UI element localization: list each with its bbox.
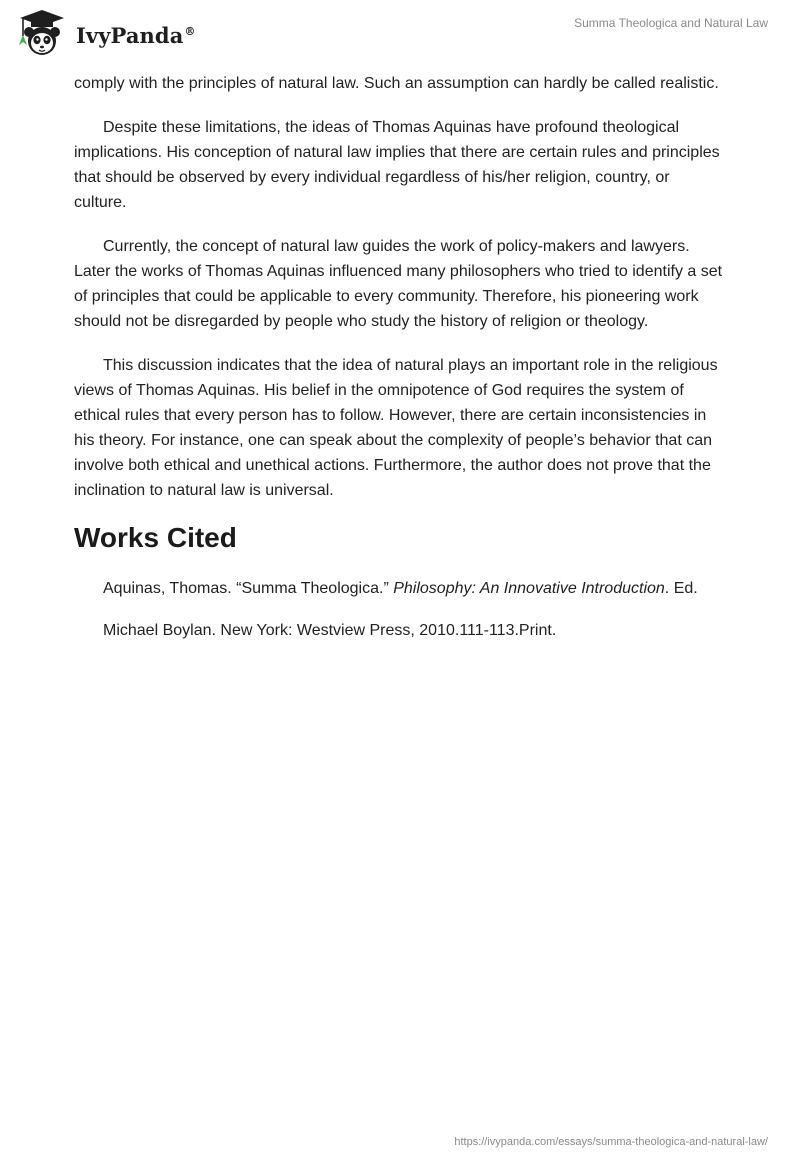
reference-1-book-title: Philosophy: An Innovative Introduction xyxy=(393,580,665,597)
panda-graduate-logo-icon xyxy=(14,8,70,58)
works-cited-heading: Works Cited xyxy=(74,522,237,553)
ivypanda-logo[interactable] xyxy=(14,8,196,58)
reference-1-author: Aquinas, Thomas. “Summa Theologica.” xyxy=(103,580,394,597)
paragraph-1: comply with the principles of natural law. Such an assumption can hardly be called realistic. xyxy=(74,75,719,92)
registered-mark: ® xyxy=(184,24,196,38)
reference-2: Michael Boylan. New York: Westview Press, 2010.111-113.Print. xyxy=(103,622,557,639)
reference-1-tail: . Ed. xyxy=(664,580,698,597)
document-body xyxy=(74,71,726,660)
reference-1 xyxy=(74,576,726,601)
paragraph-3: Currently, the concept of natural law guides the work of policy-makers and lawyers. Later the works of Thomas Aquinas influenced many philosophers who tried to identify a set of principles that could be applicable to every community. Therefore, his pioneering work should not be disregarded by people who study the history of religion or theology. xyxy=(74,238,723,330)
footer-url-link[interactable]: https://ivypanda.com/essays/summa-theologica-and-natural-law/ xyxy=(454,1136,768,1148)
page-header xyxy=(0,0,800,70)
paragraph-4: This discussion indicates that the idea of natural plays an important role in the religious views of Thomas Aquinas. His belief in the omnipotence of God requires the system of ethical rules that every person has to follow. However, there are certain inconsistencies in his theory. For instance, one can speak about the complexity of people’s behavior that can involve both ethical and unethical actions. Furthermore, the author does not prove that the inclination to natural law is universal. xyxy=(74,357,718,499)
brand-name: IvyPanda® xyxy=(76,22,196,48)
running-title: Summa Theologica and Natural Law xyxy=(574,16,768,30)
paragraph-2: Despite these limitations, the ideas of Thomas Aquinas have profound theological implications. His conception of natural law implies that there are certain rules and principles that should be observed by every individual regardless of his/her religion, country, or culture. xyxy=(74,119,720,211)
